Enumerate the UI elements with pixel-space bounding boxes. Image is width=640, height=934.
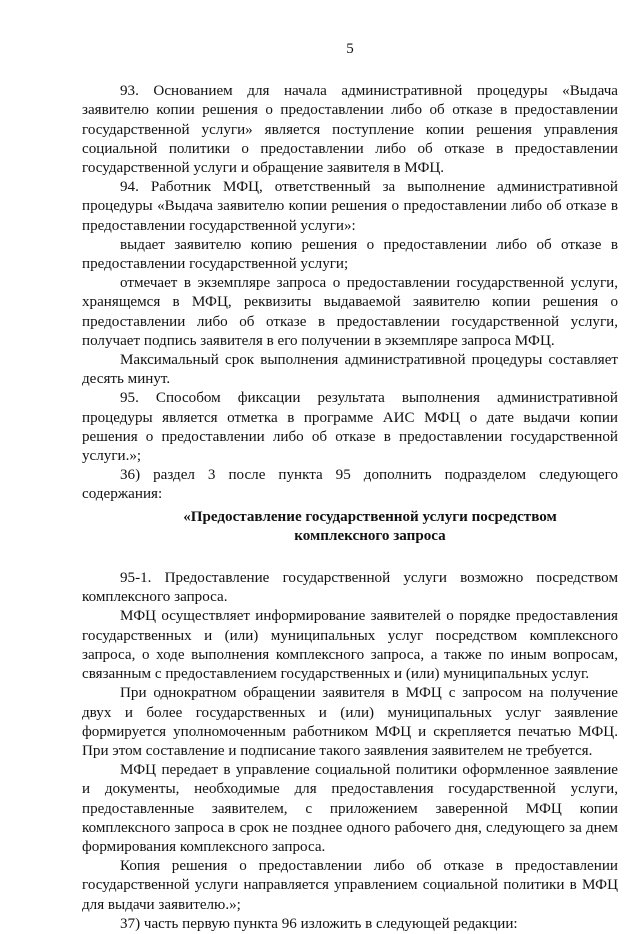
paragraph-95: 95. Способом фиксации результата выполнения административной процедуры является отметка в программе АИС МФЦ о дате выдачи копии решения о предоставлении либо об отказе в предоставлении государственной услуги.»; (82, 390, 618, 465)
paragraph-94-item-1: выдает заявителю копию решения о предоставлении либо об отказе в предоставлении государственной услуги; (82, 236, 618, 273)
paragraph-max-duration: Максимальный срок выполнения административной процедуры составляет десять минут. (82, 352, 618, 388)
section-heading-line-1: «Предоставление государственной услуги посредством (183, 508, 557, 525)
paragraph-decision-copy: Копия решения о предоставлении либо об отказе в предоставлении государственной услуги направляется управлением социальной политики в МФЦ для выдачи заявителю.»; (82, 858, 618, 913)
section-heading (82, 508, 618, 546)
paragraph-94: 94. Работник МФЦ, ответственный за выполнение административной процедуры «Выдача заявителю копии решения о предоставлении либо об отказе в предоставлении государственной услуги»: (82, 179, 618, 234)
paragraph-94-item-2: отмечает в экземпляре запроса о предоставлении государственной услуги, хранящемся в МФЦ, реквизиты выдаваемой заявителю копии решения о предоставлении либо об отказе в предоставлении государственной услуги, получает подпись заявителя в его получении в экземпляре запроса МФЦ. (82, 275, 618, 349)
paragraph-95-1: 95-1. Предоставление государственной услуги возможно посредством комплексного запроса. (82, 570, 618, 606)
paragraph-mfc-transfer: МФЦ передает в управление социальной политики оформленное заявление и документы, необходимые для предоставления государственной услуги, предоставленные заявителем, с приложением заверенной МФЦ копии комплексного запроса в срок не позднее одного рабочего дня, следующего за днем формирования комплексного запроса. (82, 762, 618, 855)
paragraph-single-request: При однократном обращении заявителя в МФЦ с запросом на получение двух и более государственных и (или) муниципальных услуг заявление формируется уполномоченным работником МФЦ и скрепляется печатью МФЦ. При этом составление и подписание такого заявления заявителем не требуется. (82, 685, 618, 759)
paragraph-mfc-informing: МФЦ осуществляет информирование заявителей о порядке предоставления государственных и (или) муниципальных услуг посредством комплексного запроса, о ходе выполнения комплексного запроса, а также по иным вопросам, связанным с предоставлением государственных и (или) муниципальных услуг. (82, 608, 618, 683)
page-number: 5 (346, 41, 354, 57)
section-heading-line-2: комплексного запроса (294, 527, 446, 544)
paragraph-amendment-36: 36) раздел 3 после пункта 95 дополнить подразделом следующего содержания: (82, 467, 618, 503)
paragraph-amendment-37: 37) часть первую пункта 96 изложить в следующей редакции: (120, 915, 518, 932)
paragraph-93: 93. Основанием для начала административной процедуры «Выдача заявителю копии решения о предоставлении либо об отказе в предоставлении государственной услуги» является поступление копии решения управления социальной политики о предоставлении либо об отказе в предоставлении государственной услуги и обращение заявителя в МФЦ. (82, 83, 618, 177)
